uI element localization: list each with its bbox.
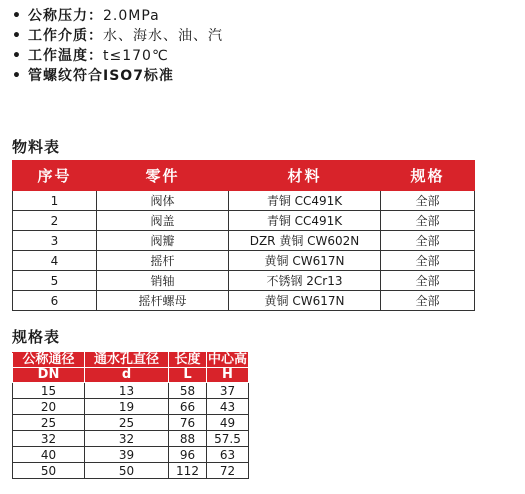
bullet: • [12,28,22,44]
table-row [13,291,475,311]
feature-value: 水、海水、油、汽 [103,28,223,44]
cell: 50 [13,463,85,479]
feature-list [12,6,223,86]
cell: 摇杆螺母 [97,291,229,311]
feature-temperature [12,46,223,66]
specs-table [12,352,249,479]
feature-medium [12,26,223,46]
table-row [13,415,249,431]
bullet: • [12,48,22,64]
cell: 全部 [381,291,475,311]
cell: 50 [85,463,169,479]
cell: 黄铜 CW617N [229,291,381,311]
cell: 72 [207,463,249,479]
feature-value: 2.0MPa [103,8,160,24]
cell: 43 [207,399,249,415]
cell: 57.5 [207,431,249,447]
table-row [13,251,475,271]
table-row [13,463,249,479]
cell: 76 [169,415,207,431]
cell: 19 [85,399,169,415]
subheader-h: H [207,368,249,383]
cell: 49 [207,415,249,431]
feature-value: t≤170℃ [103,48,169,64]
cell: 39 [85,447,169,463]
cell: 全部 [381,251,475,271]
table-row [13,211,475,231]
cell: 全部 [381,211,475,231]
materials-table [12,160,475,311]
cell: 不锈钢 2Cr13 [229,271,381,291]
specs-header-row [13,353,249,368]
cell: 66 [169,399,207,415]
cell: 全部 [381,191,475,211]
cell: 37 [207,383,249,399]
header-nominal-diameter: 公称通径 [13,353,85,368]
feature-label: 公称压力： [28,8,103,24]
cell: 4 [13,251,97,271]
table-row [13,447,249,463]
table-row [13,191,475,211]
cell: 20 [13,399,85,415]
header-part: 零件 [97,161,229,191]
cell: 全部 [381,231,475,251]
cell: 全部 [381,271,475,291]
cell: DZR 黄铜 CW602N [229,231,381,251]
feature-thread-standard [12,66,223,86]
cell: 96 [169,447,207,463]
cell: 摇杆 [97,251,229,271]
bullet: • [12,68,22,84]
cell: 6 [13,291,97,311]
feature-pressure [12,6,223,26]
cell: 2 [13,211,97,231]
table-row [13,231,475,251]
cell: 黄铜 CW617N [229,251,381,271]
subheader-d: d [85,368,169,383]
materials-title: 物料表 [12,138,61,156]
cell: 青铜 CC491K [229,211,381,231]
cell: 13 [85,383,169,399]
table-row [13,383,249,399]
cell: 阀盖 [97,211,229,231]
cell: 25 [13,415,85,431]
cell: 112 [169,463,207,479]
table-row [13,271,475,291]
cell: 青铜 CC491K [229,191,381,211]
cell: 40 [13,447,85,463]
cell: 5 [13,271,97,291]
cell: 1 [13,191,97,211]
header-bore-diameter: 通水孔直径 [85,353,169,368]
header-length: 长度 [169,353,207,368]
bullet: • [12,8,22,24]
table-row [13,399,249,415]
cell: 88 [169,431,207,447]
feature-label: 工作温度： [28,48,103,64]
header-index: 序号 [13,161,97,191]
cell: 32 [85,431,169,447]
feature-label: 管螺纹符合ISO7标准 [28,68,174,84]
subheader-dn: DN [13,368,85,383]
materials-header-row [13,161,475,191]
cell: 阀瓣 [97,231,229,251]
specs-subheader-row [13,368,249,383]
cell: 63 [207,447,249,463]
cell: 32 [13,431,85,447]
specs-title: 规格表 [12,328,61,346]
header-center-height: 中心高 [207,352,247,367]
header-spec: 规格 [381,161,475,191]
cell: 25 [85,415,169,431]
cell: 58 [169,383,207,399]
cell: 阀体 [97,191,229,211]
header-material: 材料 [229,161,381,191]
table-row [13,431,249,447]
cell: 销轴 [97,271,229,291]
cell: 3 [13,231,97,251]
cell: 15 [13,383,85,399]
subheader-l: L [169,368,207,383]
feature-label: 工作介质： [28,28,103,44]
